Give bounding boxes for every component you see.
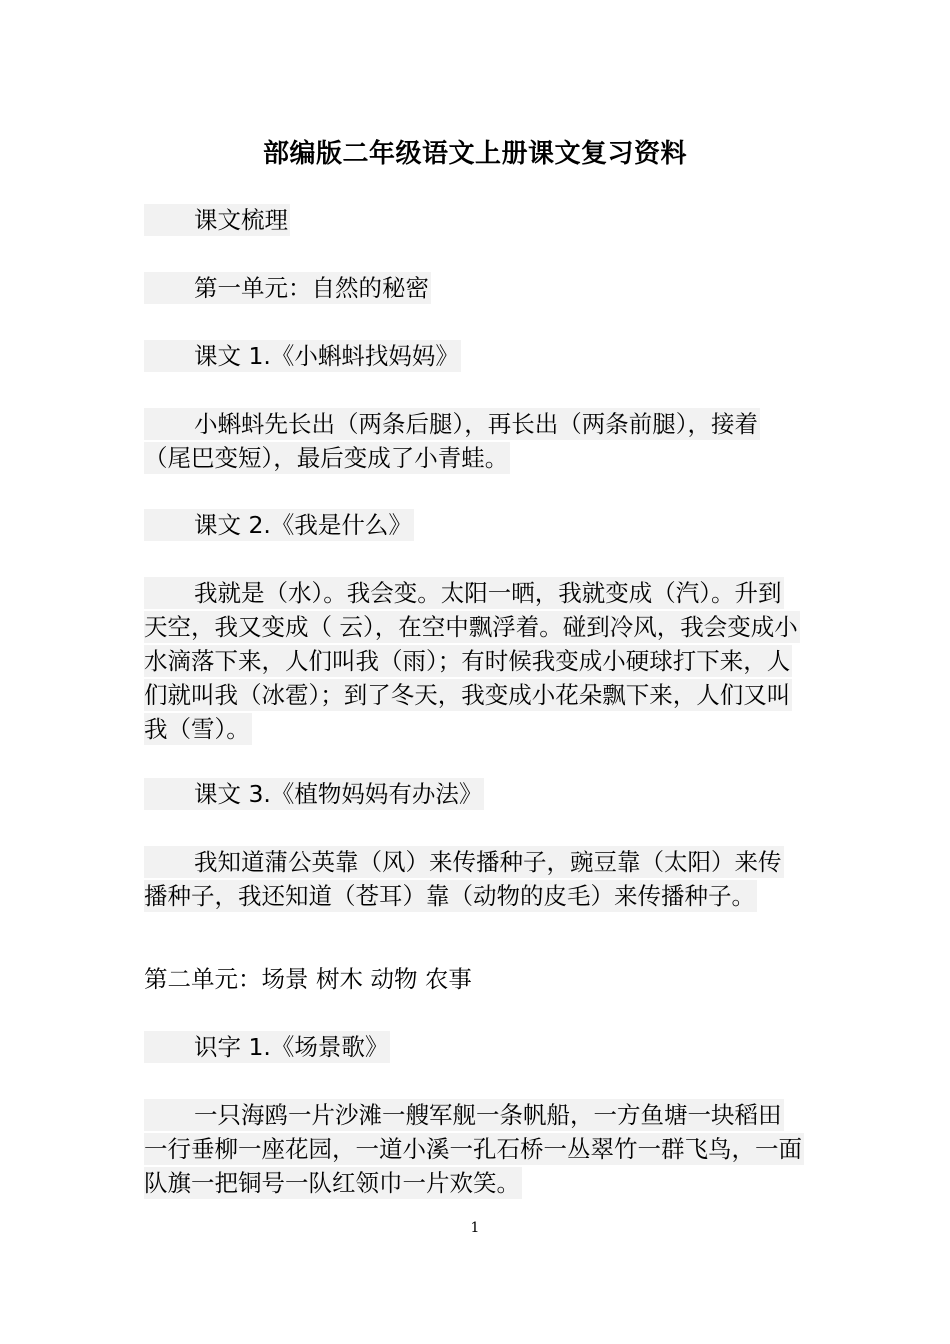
unit-heading-text: 第二单元：场景 树木 动物 农事 <box>144 965 472 993</box>
lesson-body-4 <box>144 1098 804 1200</box>
lesson-body-text: 我知道蒲公英靠（风）来传播种子，豌豆靠（太阳）来传播种子，我还知道（苍耳）靠（动物的皮毛）来传播种子。 <box>144 848 782 910</box>
lesson-body-text: 一只海鸥一片沙滩一艘军舰一条帆船，一方鱼塘一块稻田一行垂柳一座花园，一道小溪一孔石桥一丛翠竹一群飞鸟，一面队旗一把铜号一队红领巾一片欢笑。 <box>144 1101 802 1197</box>
lesson-body-text: 我就是（水）。我会变。太阳一晒，我就变成（汽）。升到天空，我又变成（ 云），在空中飘浮着。碰到冷风，我会变成小水滴落下来，人们叫我（雨）；有时候我变成小硬球打下来，人们就叫我（冰雹）；到了冬天，我变成小花朵飘下来，人们又叫我（雪）。 <box>144 579 798 743</box>
lesson-heading-1 <box>144 339 804 373</box>
section-heading <box>144 203 804 237</box>
lesson-heading-4 <box>144 1030 804 1064</box>
lesson-heading-text: 课文 2.《我是什么》 <box>194 511 412 539</box>
section-heading-text: 课文梳理 <box>194 206 288 234</box>
lesson-heading-text: 课文 3.《植物妈妈有办法》 <box>194 780 483 808</box>
lesson-heading-text: 课文 1.《小蝌蚪找妈妈》 <box>194 342 459 370</box>
unit-heading-1 <box>144 271 804 305</box>
unit-heading-2 <box>144 962 804 996</box>
lesson-body-text: 小蝌蚪先长出（两条后腿），再长出（两条前腿），接着（尾巴变短），最后变成了小青蛙。 <box>144 410 758 472</box>
lesson-heading-3 <box>144 777 804 811</box>
page-number: 1 <box>470 1220 480 1236</box>
lesson-body-1 <box>144 407 804 475</box>
lesson-body-2 <box>144 576 804 746</box>
lesson-body-3 <box>144 845 804 913</box>
unit-heading-text: 第一单元：自然的秘密 <box>194 274 429 302</box>
page-title: 部编版二年级语文上册课文复习资料 <box>262 139 687 169</box>
lesson-heading-2 <box>144 508 804 542</box>
lesson-heading-text: 识字 1.《场景歌》 <box>194 1033 389 1061</box>
